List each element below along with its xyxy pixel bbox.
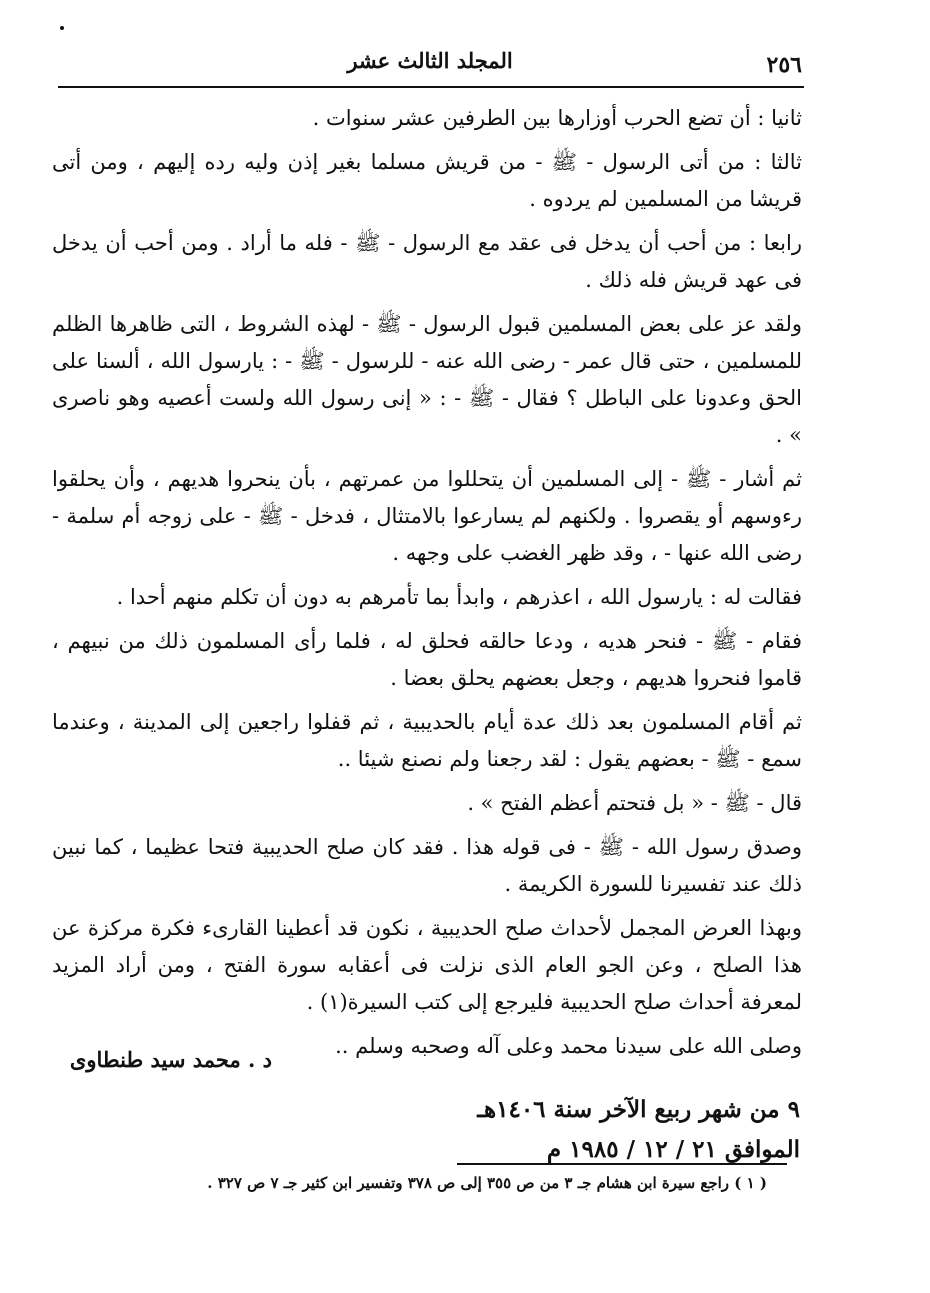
page-header bbox=[58, 44, 802, 80]
author-signature: د . محمد سيد طنطاوى bbox=[69, 1047, 272, 1072]
paragraph: فقالت له : يارسول الله ، اعذرهم ، وابدأ بما تأمرهم به دون أن تكلم منهم أحدا . bbox=[116, 585, 802, 609]
paragraph: ثم أشار - ﷺ - إلى المسلمين أن يتحللوا من عمرتهم ، بأن ينحروا هديهم ، وأن يحلقوا رءوسهم أو يقصروا . ولكنهم لم يسارعوا بالامتثال ، فدخل - ﷺ - على زوجه أم سلمة - رضى الله عنها - ، وقد ظهر الغضب على وجهه . bbox=[52, 467, 802, 565]
paragraph: ثانيا : أن تضع الحرب أوزارها بين الطرفين عشر سنوات . bbox=[312, 106, 802, 130]
page-number: ٢٥٦ bbox=[766, 52, 802, 78]
footnote-rule bbox=[457, 1163, 787, 1165]
header-rule bbox=[58, 86, 804, 88]
paragraph: وصلى الله على سيدنا محمد وعلى آله وصحبه وسلم .. bbox=[335, 1034, 802, 1058]
paragraph: وبهذا العرض المجمل لأحداث صلح الحديبية ، نكون قد أعطينا القارىء فكرة مركزة عن هذا الصلح ، وعن الجو العام الذى نزلت فى أعقابه سورة الفتح ، ومن أراد المزيد لمعرفة أحداث صلح الحديبية فليرجع إلى كتب السيرة(١) . bbox=[52, 916, 802, 1014]
running-title: المجلد الثالث عشر bbox=[347, 48, 513, 73]
paragraph: ثالثا : من أتى الرسول - ﷺ - من قريش مسلما بغير إذن وليه رده إليهم ، ومن أتى قريشا من المسلمين لم يردوه . bbox=[52, 150, 802, 211]
paragraph: قال - ﷺ - « بل فتحتم أعظم الفتح » . bbox=[467, 791, 802, 815]
ink-speck bbox=[60, 26, 64, 30]
footnote: ( ١ ) راجع سيرة ابن هشام جـ ٣ من ص ٣٥٥ إلى ص ٣٧٨ وتفسير ابن كثير جـ ٧ ص ٣٢٧ . bbox=[207, 1174, 767, 1192]
body-text bbox=[52, 100, 802, 1072]
paragraph: رابعا : من أحب أن يدخل فى عقد مع الرسول - ﷺ - فله ما أراد . ومن أحب أن يدخل فى عهد قريش فله ذلك . bbox=[52, 231, 803, 292]
gregorian-date: الموافق ٢١ / ١٢ / ١٩٨٥ م bbox=[546, 1136, 800, 1163]
date-block bbox=[400, 1090, 800, 1170]
paragraph: وصدق رسول الله - ﷺ - فى قوله هذا . فقد كان صلح الحديبية فتحا عظيما ، كما نبين ذلك عند تفسيرنا للسورة الكريمة . bbox=[52, 835, 802, 896]
hijri-date: ٩ من شهر ربيع الآخر سنة ١٤٠٦هـ bbox=[477, 1096, 800, 1123]
paragraph: ثم أقام المسلمون بعد ذلك عدة أيام بالحديبية ، ثم قفلوا راجعين إلى المدينة ، وعندما سمع - ﷺ - بعضهم يقول : لقد رجعنا ولم نصنع شيئا .. bbox=[52, 710, 802, 771]
paragraph: ولقد عز على بعض المسلمين قبول الرسول - ﷺ - لهذه الشروط ، التى ظاهرها الظلم للمسلمين ، حتى قال عمر - رضى الله عنه - للرسول - ﷺ - : يارسول الله ، ألسنا على الحق وعدونا على الباطل ؟ فقال - ﷺ - : « إنى رسول الله ولست أعصيه وهو ناصرى » . bbox=[52, 312, 802, 447]
paragraph: فقام - ﷺ - فنحر هديه ، ودعا حالقه فحلق له ، فلما رأى المسلمون ذلك من نبيهم ، قاموا فنحروا هديهم ، وجعل بعضهم يحلق بعضا . bbox=[52, 629, 802, 690]
